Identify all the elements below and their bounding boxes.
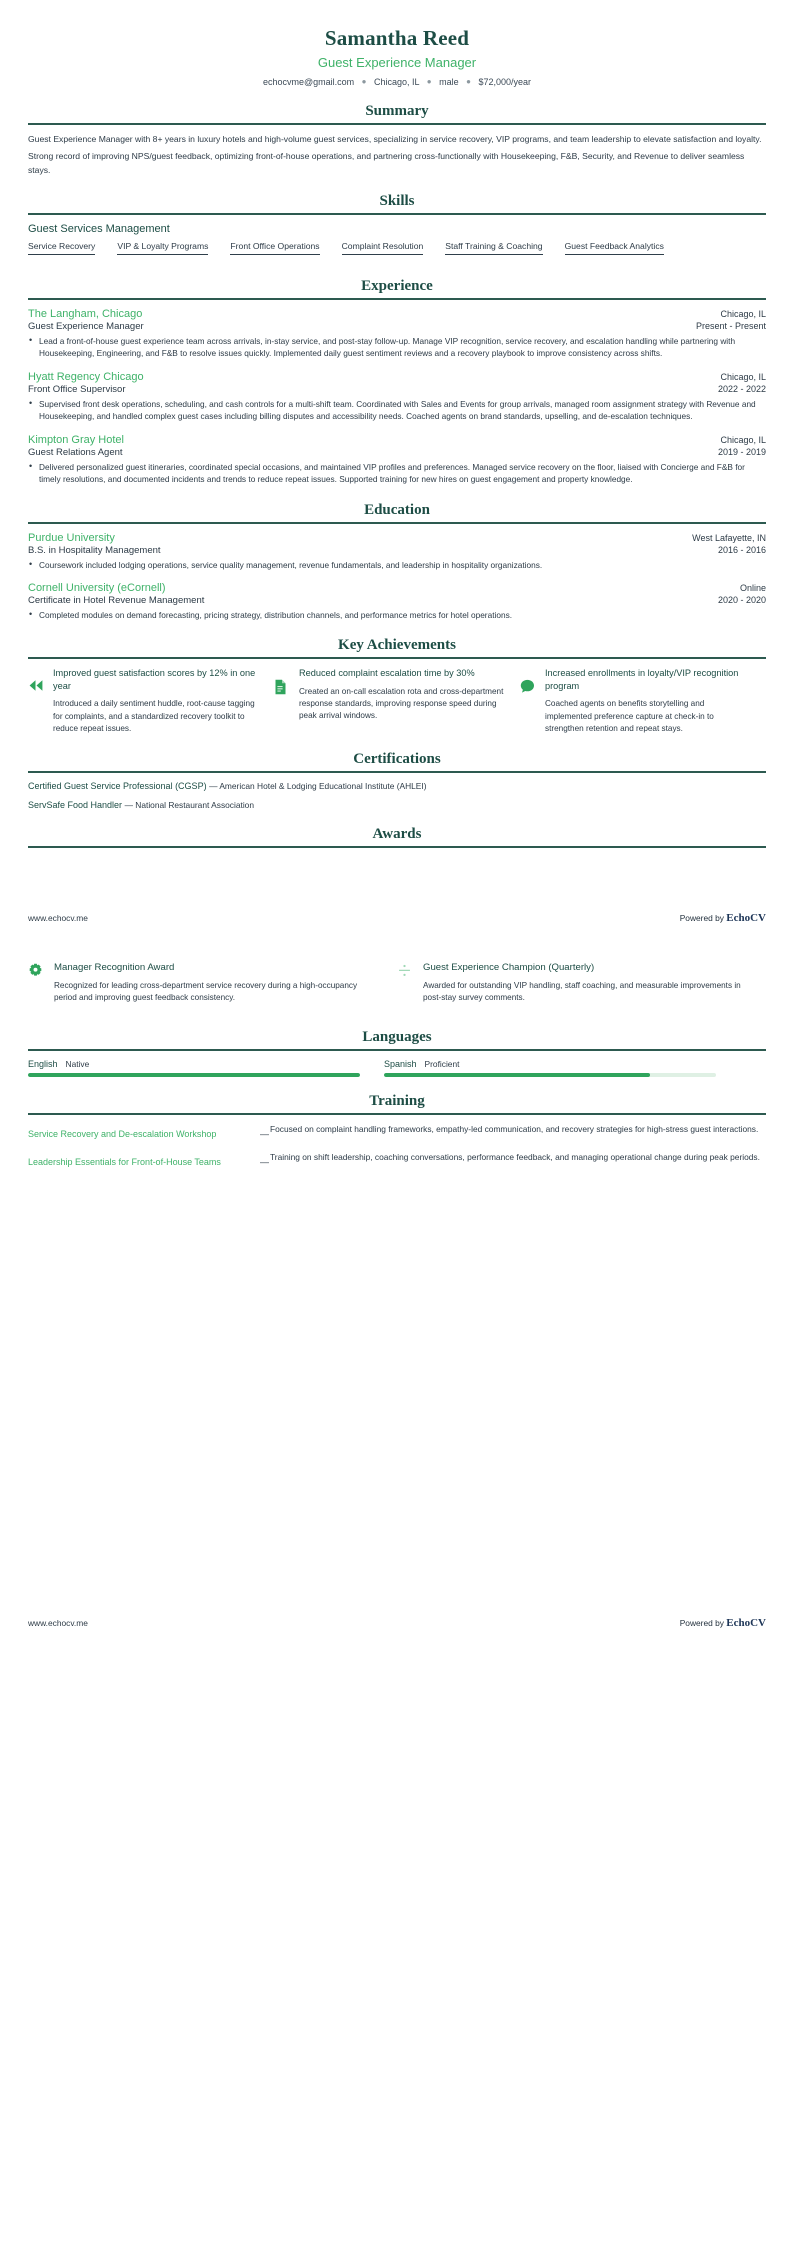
contact-email[interactable]: echocvme@gmail.com xyxy=(262,77,355,87)
language-name: English xyxy=(28,1058,58,1069)
resume-header xyxy=(0,0,794,87)
language-proficiency-bar xyxy=(384,1073,716,1077)
key-achievement-description: Created an on-call escalation rota and cross-department response standards, improving response speed during peak arrival windows. xyxy=(299,686,504,721)
contact-salary: $72,000/year xyxy=(478,77,532,87)
summary-paragraph-1: Guest Experience Manager with 8+ years in luxury hotels and high-volume guest services, specializing in service recovery, VIP programs, and team leadership to elevate satisfaction and loyalty. xyxy=(28,134,762,144)
experience-bullet: • Supervised front desk operations, scheduling, and cash controls for a multi-shift team. Coordinated with Sales and Events for group arrivals, managed room assignment strategy with Revenue and Housekeeping, and handled complex guest cases including billing disputes and accessibility needs. Coached agents on brand standards, upselling, and de-escalation techniques. xyxy=(28,398,766,423)
key-achievement-body xyxy=(545,667,750,735)
experience-bullet: • Delivered personalized guest itineraries, coordinated special occasions, and maintained VIP profiles and preferences. Managed service recovery on the floor, liaised with Concierge and F&B for timely resolutions, and documented incidents and trends to reduce repeat issues. Supported training for new hires on guest engagement and property knowledge. xyxy=(28,461,766,486)
skill-group-title: Guest Services Management xyxy=(28,222,170,235)
footer-brand-name: EchoCV xyxy=(726,1616,766,1629)
skill-chip-list xyxy=(28,241,766,262)
section-training xyxy=(0,1093,794,1167)
section-title-skills: Skills xyxy=(379,192,415,209)
section-title-education: Education xyxy=(364,501,430,518)
key-achievement-item xyxy=(520,667,766,735)
contact-separator: ● xyxy=(361,77,367,86)
certification-item xyxy=(28,800,766,810)
experience-role: Guest Relations Agent xyxy=(28,446,123,458)
section-divider xyxy=(28,298,766,300)
page-footer-2 xyxy=(28,1617,766,1629)
page-break-gap xyxy=(0,856,794,912)
section-divider xyxy=(28,657,766,659)
certification-name: Certified Guest Service Professional (CGSP) xyxy=(28,781,207,792)
key-achievement-item xyxy=(274,667,520,735)
award-description: Awarded for outstanding VIP handling, staff coaching, and measurable improvements in post-stay survey comments. xyxy=(423,981,741,1003)
key-achievement-title: Improved guest satisfaction scores by 12% in one year xyxy=(53,668,256,691)
certification-issuer: — National Restaurant Association xyxy=(124,800,254,811)
education-bullet: • Completed modules on demand forecasting, pricing strategy, distribution channels, and performance metrics for hotel operations. xyxy=(28,609,766,621)
skill-chip: Guest Feedback Analytics xyxy=(565,241,664,255)
education-institution: Cornell University (eCornell) xyxy=(28,582,166,594)
chat-bubble-icon xyxy=(520,667,536,735)
award-body xyxy=(423,962,746,1005)
section-title-awards: Awards xyxy=(372,826,422,843)
education-degree: Certificate in Hotel Revenue Management xyxy=(28,595,205,606)
skill-chip: Service Recovery xyxy=(28,241,95,255)
section-certifications xyxy=(0,751,794,810)
experience-location: Chicago, IL xyxy=(720,308,766,319)
education-institution: Purdue University xyxy=(28,531,115,544)
key-achievement-description: Coached agents on benefits storytelling and implemented preference capture at check-in to strengthen retention and repeat stays. xyxy=(545,699,714,733)
section-key-achievements xyxy=(0,637,794,735)
language-list xyxy=(28,1059,766,1077)
section-title-languages: Languages xyxy=(362,1028,432,1045)
key-achievement-body xyxy=(53,667,258,735)
experience-header-row xyxy=(28,371,766,383)
section-title-key-achievements: Key Achievements xyxy=(338,637,456,654)
section-education xyxy=(0,502,794,622)
experience-bullets xyxy=(28,461,766,486)
training-item xyxy=(28,1123,766,1139)
language-proficiency-bar xyxy=(28,1073,360,1077)
training-dash: — xyxy=(260,1156,269,1167)
education-bullet: • Coursework included lodging operations, service quality management, revenue fundamentals, and leadership in hospitality organizations. xyxy=(28,559,766,571)
section-divider xyxy=(28,846,766,848)
experience-entry xyxy=(28,371,766,423)
experience-location: Chicago, IL xyxy=(720,371,766,382)
language-header xyxy=(28,1059,360,1069)
section-divider xyxy=(28,522,766,524)
section-title-training: Training xyxy=(369,1092,425,1109)
page-footer-1 xyxy=(0,912,794,924)
language-item xyxy=(28,1059,360,1077)
experience-subheader-row xyxy=(28,446,766,458)
experience-role: Front Office Supervisor xyxy=(28,383,126,395)
contact-separator: ● xyxy=(466,77,471,86)
section-title-experience: Experience xyxy=(361,277,433,294)
document-icon xyxy=(274,667,290,735)
training-description: Training on shift leadership, coaching conversations, performance feedback, and managing operational change during peak periods. xyxy=(270,1151,760,1162)
experience-organization: Hyatt Regency Chicago xyxy=(28,370,144,383)
contact-separator: ● xyxy=(426,77,432,86)
key-achievement-list xyxy=(28,667,766,735)
education-location: Online xyxy=(739,583,766,593)
divide-icon xyxy=(397,962,413,1005)
experience-organization: The Langham, Chicago xyxy=(28,307,143,320)
education-entry xyxy=(28,532,766,571)
candidate-name: Samantha Reed xyxy=(324,26,470,50)
education-dates: 2016 - 2016 xyxy=(717,544,766,555)
award-title: Manager Recognition Award xyxy=(54,962,175,974)
training-dash: — xyxy=(260,1128,269,1139)
summary-paragraph-2: Strong record of improving NPS/guest feedback, optimizing front-of-house operations, and partnering cross-functionally with Housekeeping, F&B, Security, and Revenue to deliver seamless stays. xyxy=(28,151,745,175)
page-tail-spacer xyxy=(0,1179,794,1649)
experience-entry xyxy=(28,308,766,360)
award-title: Guest Experience Champion (Quarterly) xyxy=(423,962,595,974)
experience-bullets xyxy=(28,398,766,423)
education-header-row xyxy=(28,582,766,594)
footer-powered-by-label: Powered by xyxy=(679,1617,724,1628)
training-name: Service Recovery and De-escalation Workshop xyxy=(28,1128,217,1139)
language-header xyxy=(384,1059,716,1069)
language-name: Spanish xyxy=(384,1058,417,1069)
contact-gender: male xyxy=(439,77,459,87)
experience-subheader-row xyxy=(28,383,766,395)
skill-chip: Complaint Resolution xyxy=(342,241,424,255)
awards-list xyxy=(0,962,794,1005)
gear-icon xyxy=(28,962,44,1005)
award-item xyxy=(28,962,397,1005)
section-experience xyxy=(0,278,794,486)
training-description: Focused on complaint handling frameworks, empathy-led communication, and recovery strategies for high-stress guest interactions. xyxy=(270,1123,759,1134)
education-subheader-row xyxy=(28,544,766,556)
skill-chip: VIP & Loyalty Programs xyxy=(117,241,208,255)
contact-line xyxy=(28,77,766,87)
section-divider xyxy=(28,213,766,215)
section-summary xyxy=(0,103,794,177)
award-description: Recognized for leading cross-department service recovery during a high-occupancy period and improving guest feedback consistency. xyxy=(54,981,358,1003)
section-languages xyxy=(0,1029,794,1077)
contact-location: Chicago, IL xyxy=(374,77,420,87)
experience-organization: Kimpton Gray Hotel xyxy=(28,433,124,446)
section-title-certifications: Certifications xyxy=(353,751,441,768)
experience-entry xyxy=(28,434,766,486)
language-level: Proficient xyxy=(424,1058,460,1069)
experience-location: Chicago, IL xyxy=(720,434,766,445)
section-divider xyxy=(28,1049,766,1051)
section-divider xyxy=(28,771,766,773)
training-name: Leadership Essentials for Front-of-House Teams xyxy=(28,1156,221,1167)
candidate-headline: Guest Experience Manager xyxy=(317,55,477,70)
experience-dates: 2022 - 2022 xyxy=(717,383,766,394)
key-achievement-description: Introduced a daily sentiment huddle, root-cause tagging for complaints, and a standardized recovery toolkit to reduce repeat issues. xyxy=(53,699,255,733)
award-item xyxy=(397,962,766,1005)
footer-site-url[interactable]: www.echocv.me xyxy=(28,1617,88,1628)
education-subheader-row xyxy=(28,594,766,606)
education-location: West Lafayette, IN xyxy=(692,532,766,543)
certification-name: ServSafe Food Handler xyxy=(28,800,123,811)
key-achievement-title: Reduced complaint escalation time by 30% xyxy=(299,668,475,679)
education-degree: B.S. in Hospitality Management xyxy=(28,544,161,556)
experience-bullets xyxy=(28,335,766,360)
skill-chip: Front Office Operations xyxy=(230,241,319,255)
footer-brand xyxy=(680,912,766,924)
education-dates: 2020 - 2020 xyxy=(717,595,766,605)
footer-brand-name: EchoCV xyxy=(726,912,766,925)
footer-brand xyxy=(680,1617,766,1629)
education-bullets xyxy=(28,559,766,571)
section-skills xyxy=(0,193,794,262)
rewind-icon xyxy=(28,667,44,735)
section-awards xyxy=(0,826,794,848)
key-achievement-item xyxy=(28,667,274,735)
experience-dates: 2019 - 2019 xyxy=(717,446,766,457)
experience-role: Guest Experience Manager xyxy=(28,320,144,332)
education-header-row xyxy=(28,532,766,544)
experience-header-row xyxy=(28,308,766,320)
awards-grid xyxy=(28,962,766,1005)
section-title-summary: Summary xyxy=(365,103,429,119)
certification-item xyxy=(28,781,766,791)
key-achievement-title: Increased enrollments in loyalty/VIP recognition program xyxy=(545,668,739,691)
education-entry xyxy=(28,582,766,621)
certification-issuer: — American Hotel & Lodging Educational Institute (AHLEI) xyxy=(209,781,427,792)
section-divider xyxy=(28,1113,766,1115)
language-level: Native xyxy=(65,1058,90,1069)
footer-site-url[interactable]: www.echocv.me xyxy=(28,913,88,924)
section-divider xyxy=(28,123,766,125)
footer-powered-by-label: Powered by xyxy=(679,913,724,924)
language-proficiency-fill xyxy=(384,1073,650,1077)
experience-header-row xyxy=(28,434,766,446)
training-item xyxy=(28,1151,766,1167)
key-achievement-body xyxy=(299,667,504,735)
experience-bullet: • Lead a front-of-house guest experience team across arrivals, in-stay service, and post-stay follow-up. Manage VIP recognition, service recovery, and escalation handling while partnering with Housekeeping, Engineering, and F&B to resolve issues quickly. Implemented daily guest sentiment reviews and a recovery playbook to improve consistency across shifts. xyxy=(28,335,766,360)
experience-subheader-row xyxy=(28,320,766,332)
language-item xyxy=(384,1059,716,1077)
language-proficiency-fill xyxy=(28,1073,360,1077)
education-bullets xyxy=(28,609,766,621)
experience-dates: Present - Present xyxy=(695,320,766,331)
skill-chip: Staff Training & Coaching xyxy=(445,241,542,255)
award-body xyxy=(54,962,377,1005)
